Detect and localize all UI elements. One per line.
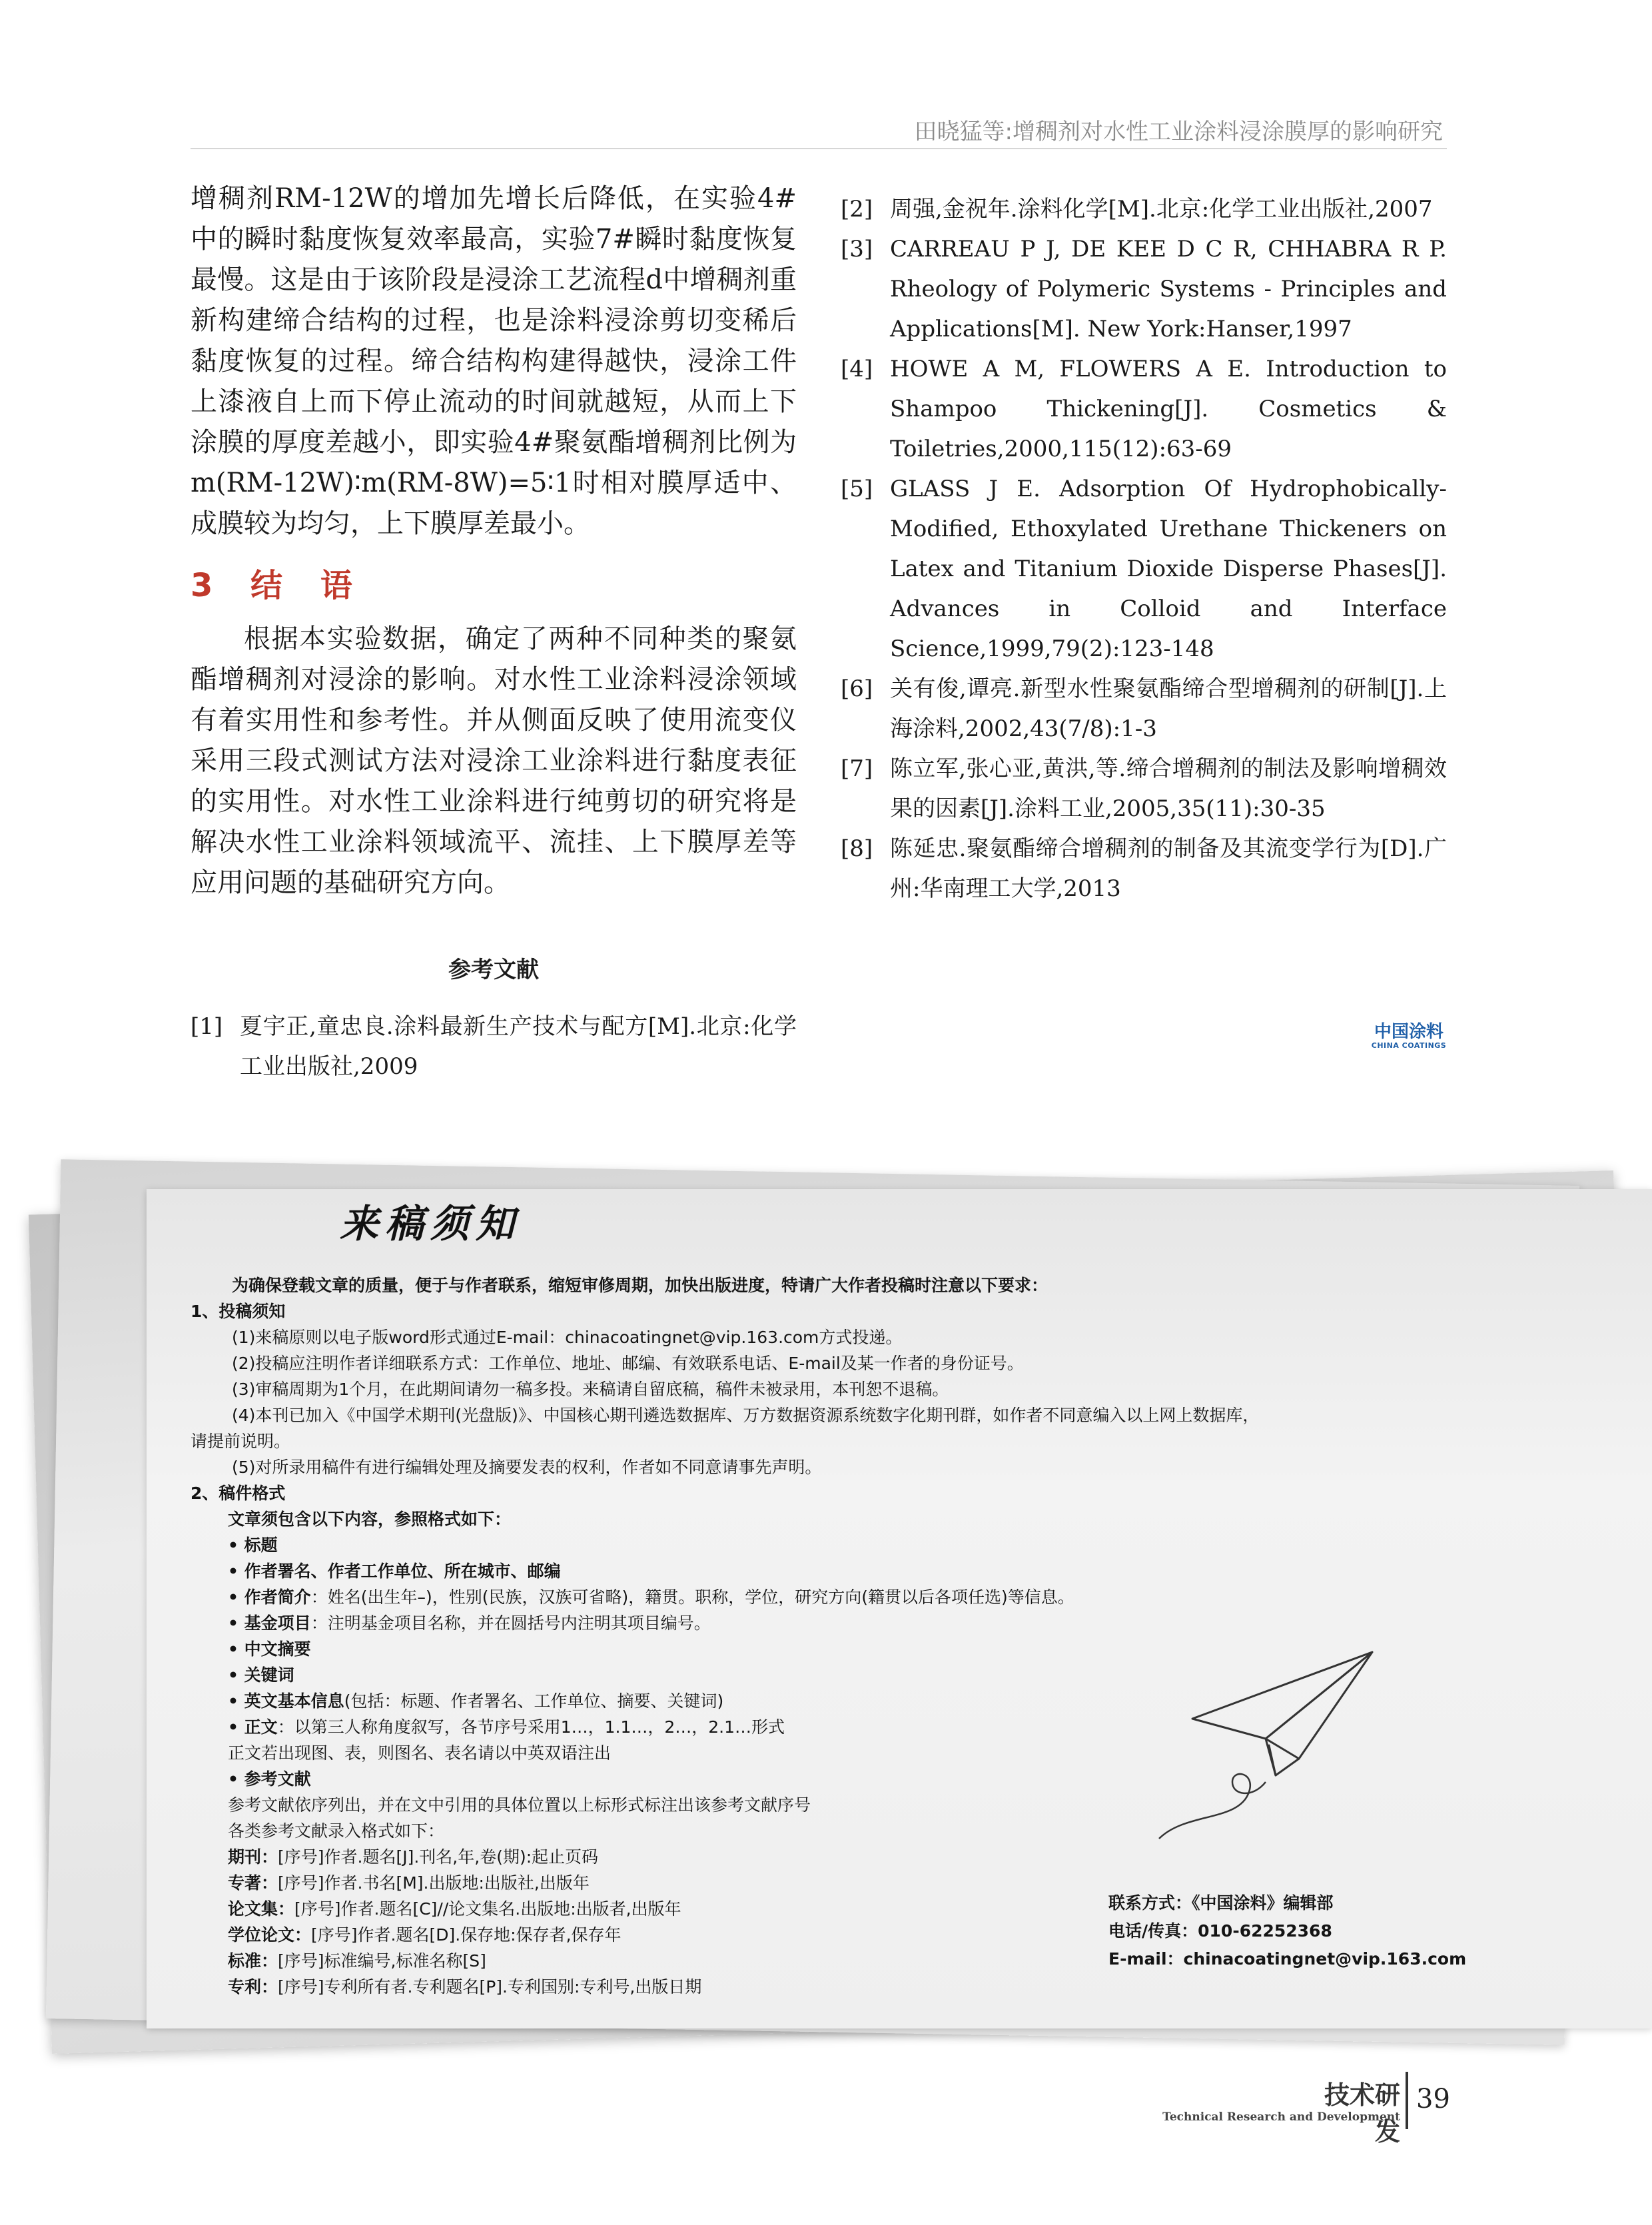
notice-bullet: • 英文基本信息(包括：标题、作者署名、工作单位、摘要、关键词) <box>228 1691 724 1711</box>
notice-bullet: • 中文摘要 <box>228 1639 311 1659</box>
body-paragraph: 增稠剂RM-12W的增加先增长后降低，在实验4#中的瞬时黏度恢复效率最高，实验7#瞬时黏度恢复最慢。这是由于该阶段是浸涂工艺流程d中增稠剂重新构建缔合结构的过程，也是涂料浸涂剪切变稀后黏度恢复的过程。缔合结构构建得越快，浸涂工件上漆液自上而下停止流动的时间就越短，从而上下涂膜的厚度差越小，即实验4#聚氨酯增稠剂比例为m(RM-12W)∶m(RM-8W)=5∶1时相对膜厚适中、成膜较为均匀，上下膜厚差最小。 <box>191 183 797 539</box>
reference-item <box>841 669 1447 749</box>
references-title: 参考文献 <box>448 957 539 983</box>
reference-item <box>841 229 1447 349</box>
notice-item: (5)对所录用稿件有进行编辑处理及摘要发表的权利，作者如不同意请事先声明。 <box>232 1458 822 1477</box>
reference-text: 陈延忠.聚氨酯缔合增稠剂的制备及其流变学行为[D].广州:华南理工大学,2013 <box>890 835 1447 902</box>
left-column <box>191 179 797 1087</box>
notice-format-line: 标准：[序号]标准编号,标准名称[S] <box>228 1951 486 1971</box>
reference-number: [5] <box>841 476 873 502</box>
reference-number: [7] <box>841 755 873 782</box>
notice-bullet: • 标题 <box>228 1536 278 1555</box>
notice-item: (3)审稿周期为1个月，在此期间请勿一稿多投。来稿请自留底稿，稿件未被录用，本刊恕不退稿。 <box>232 1380 949 1399</box>
reference-number: [4] <box>841 356 873 382</box>
reference-item <box>841 469 1447 669</box>
notice-item: (4)本刊已加入《中国学术期刊(光盘版)》、中国核心期刊遴选数据库、万方数据资源系统数字化期刊群，如作者不同意编入以上网上数据库， <box>232 1406 1260 1425</box>
reference-text: CARREAU P J, DE KEE D C R, CHHABRA R P. Rheology of Polymeric Systems - Principles and Applications[M]. New York:Hanser,1997 <box>890 236 1447 342</box>
notice-bullet: • 关键词 <box>228 1665 294 1685</box>
reference-number: [2] <box>841 196 873 222</box>
notice-section-heading: 1、投稿须知 <box>191 1302 286 1321</box>
notice-title: 来稿须知 <box>340 1201 522 1246</box>
notice-intro: 为确保登载文章的质量，便于与作者联系，缩短审修周期，加快出版进度，特请广大作者投稿时注意以下要求： <box>232 1276 1048 1295</box>
notice-ref-note: 参考文献依序列出，并在文中引用的具体位置以上标形式标注出该参考文献序号 <box>228 1795 811 1815</box>
reference-text: HOWE A M, FLOWERS A E. Introduction to Shampoo Thickening[J]. Cosmetics & Toiletries,2000,115(12):63-69 <box>890 356 1447 462</box>
notice-figure-note: 正文若出现图、表，则图名、表名请以中英双语注出 <box>228 1743 612 1763</box>
reference-text: GLASS J E. Adsorption Of Hydrophobically-Modified, Ethoxylated Urethane Thickeners on Latex and Titanium Dioxide Disperse Phases[J]. Advances in Colloid and Interface Science,1999,79(2):123-148 <box>890 476 1447 662</box>
body-paragraph: 根据本实验数据，确定了两种不同种类的聚氨酯增稠剂对浸涂的影响。对水性工业涂料浸涂领域有着实用性和参考性。并从侧面反映了使用流变仪采用三段式测试方法对浸涂工业涂料进行黏度表征的实用性。对水性工业涂料进行纯剪切的研究将是解决水性工业涂料领域流平、流挂、上下膜厚差等应用问题的基础研究方向。 <box>191 624 797 898</box>
paper-plane-icon <box>1132 1639 1386 1852</box>
notice-format-line: 专利：[序号]专利所有者.专利题名[P].专利国别:专利号,出版日期 <box>228 1977 702 1997</box>
reference-item <box>841 189 1447 229</box>
reference-number: [6] <box>841 675 873 702</box>
reference-item <box>191 1007 797 1087</box>
contact-email: E-mail：chinacoatingnet@vip.163.com <box>1108 1949 1467 1969</box>
notice-format-intro: 文章须包含以下内容，参照格式如下： <box>228 1510 512 1529</box>
notice-bullet: • 作者署名、作者工作单位、所在城市、邮编 <box>228 1561 561 1581</box>
notice-bullet: • 参考文献 <box>228 1769 311 1789</box>
notice-section-heading: 2、稿件格式 <box>191 1484 286 1503</box>
notice-format-line: 学位论文：[序号]作者.题名[D].保存地:保存者,保存年 <box>228 1925 621 1945</box>
notice-item: 请提前说明。 <box>191 1432 291 1451</box>
notice-bullet: • 正文：以第三人称角度叙写，各节序号采用1…，1.1…，2…，2.1…形式 <box>228 1717 785 1737</box>
notice-ref-note: 各类参考文献录入格式如下： <box>228 1821 445 1841</box>
reference-number: [3] <box>841 236 873 262</box>
china-coatings-logo <box>1359 1023 1459 1050</box>
reference-number: [1] <box>191 1013 223 1040</box>
notice-format-line: 期刊：[序号]作者.题名[J].刊名,年,卷(期):起止页码 <box>228 1847 599 1867</box>
logo-cn-text: 中国涂料 <box>1374 1022 1444 1042</box>
reference-text: 夏宇正,童忠良.涂料最新生产技术与配方[M].北京:化学工业出版社,2009 <box>240 1013 797 1080</box>
reference-text: 周强,金祝年.涂料化学[M].北京:化学工业出版社,2007 <box>890 196 1433 222</box>
notice-bullet: • 基金项目：注明基金项目名称，并在圆括号内注明其项目编号。 <box>228 1613 711 1633</box>
notice-item: (1)来稿原则以电子版word形式通过E-mail：chinacoatingnet@vip.163.com方式投递。 <box>232 1328 903 1347</box>
reference-number: [8] <box>841 835 873 862</box>
contact-line: 电话/传真：010-62252368 <box>1108 1921 1332 1941</box>
contact-line: 联系方式：《中国涂料》编辑部 <box>1108 1893 1334 1913</box>
page-number: 39 <box>1416 2084 1450 2114</box>
right-column <box>841 189 1447 909</box>
notice-format-line: 论文集：[序号]作者.题名[C]//论文集名.出版地:出版者,出版年 <box>228 1899 681 1919</box>
running-head: 田晓猛等:增稠剂对水性工业涂料浸涂膜厚的影响研究 <box>914 119 1443 145</box>
footer-divider <box>1406 2072 1408 2129</box>
footer-section-en: Technical Research and Development <box>1162 2110 1400 2124</box>
reference-item <box>841 829 1447 909</box>
reference-item <box>841 749 1447 829</box>
section-heading: 3 结 语 <box>191 567 366 604</box>
reference-text: 关有俊,谭亮.新型水性聚氨酯缔合型增稠剂的研制[J].上海涂料,2002,43(7/8):1-3 <box>890 675 1447 742</box>
header-divider <box>191 148 1447 149</box>
contact-info <box>1108 1889 1466 1973</box>
notice-bullet: • 作者简介：姓名(出生年–)，性别(民族，汉族可省略)，籍贯。职称，学位，研究方向(籍贯以后各项任选)等信息。 <box>228 1587 1074 1607</box>
notice-item: (2)投稿应注明作者详细联系方式：工作单位、地址、邮编、有效联系电话、E-mail及某一作者的身份证号。 <box>232 1354 1024 1373</box>
reference-text: 陈立军,张心亚,黄洪,等.缔合增稠剂的制法及影响增稠效果的因素[J].涂料工业,2005,35(11):30-35 <box>890 755 1447 822</box>
notice-format-line: 专著：[序号]作者.书名[M].出版地:出版社,出版年 <box>228 1873 590 1893</box>
reference-item <box>841 349 1447 469</box>
logo-en-text: CHINA COATINGS <box>1371 1041 1447 1050</box>
footer-section-cn: 技术研发 <box>1324 2080 1400 2146</box>
